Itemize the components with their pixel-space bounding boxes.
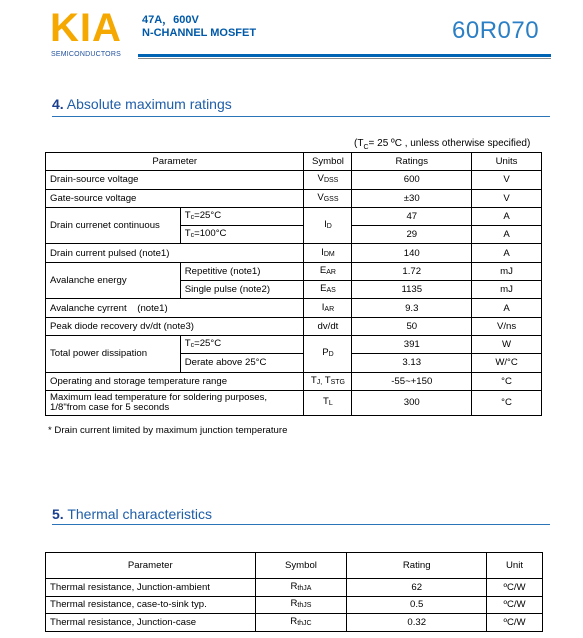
- table-row: Derate above 25°C 3.13 W/°C: [46, 354, 542, 372]
- table-row: Avalanche cyrrent (note1) $I_{AR}$ 9.3 A: [46, 299, 542, 317]
- condition-cell: $T_c=25^\circ C$: [180, 335, 304, 353]
- footnote: * Drain current limited by maximum junction temperature: [48, 425, 288, 436]
- section-title-thermal: [52, 506, 212, 522]
- table-header-row: [46, 553, 543, 579]
- absolute-ratings-table: [45, 152, 542, 416]
- header-symbol: Symbol: [255, 553, 347, 579]
- table-row: Thermal resistance, Junction-ambient $R_{thJA}$ 62 ºC/W: [46, 579, 543, 597]
- table-row: Total power dissipation $T_c=25^\circ C$ $P_D$ 391 W: [46, 335, 542, 353]
- spec-rating: 47A，600V: [142, 14, 199, 26]
- section-rule: [52, 524, 550, 525]
- section-title-text: Thermal characteristics: [63, 506, 213, 522]
- symbol-cell: $I_D$: [304, 207, 352, 244]
- table-row: $T_c=100^\circ C$ 29 A: [46, 226, 542, 244]
- condition-cell: $T_c=25^\circ C$: [180, 207, 304, 225]
- test-condition: ($T_C= 25$ ºC , unless otherwise specified): [354, 138, 531, 151]
- condition-cell: $T_c=100^\circ C$: [180, 226, 304, 244]
- section-number: 5.: [52, 506, 64, 522]
- table-row: Operating and storage temperature range $T_{J,}$ $T_{STG}$ -55~+150 °C: [46, 372, 542, 390]
- table-row: Drain current pulsed (note1) $I_{DM}$ 140 A: [46, 244, 542, 262]
- symbol-cell: $R_{thJC}$: [255, 614, 347, 632]
- section-number: 4.: [52, 96, 64, 112]
- header-units: Units: [472, 153, 542, 171]
- table-row: Peak diode recovery dv/dt (note3) dv/dt 50 V/ns: [46, 317, 542, 335]
- spec-type: N-CHANNEL MOSFET: [142, 27, 257, 39]
- company-logo: [50, 8, 130, 60]
- header-rule-thin: [138, 58, 551, 59]
- symbol-cell: $R_{thJA}$: [255, 579, 347, 597]
- symbol-cell: $T_{J,}$ $T_{STG}$: [304, 372, 352, 390]
- header-unit: Unit: [487, 553, 543, 579]
- symbol-cell: $P_D$: [304, 335, 352, 372]
- table-row: Drain currenet continuous $T_c=25^\circ C$ $I_D$ 47 A: [46, 207, 542, 225]
- header-parameter: Parameter: [46, 553, 256, 579]
- header-ratings: Ratings: [352, 153, 472, 171]
- table-row: Drain-source voltage $V_{DSS}$ 600 V: [46, 171, 542, 189]
- table-row: Thermal resistance, case-to-sink typ. $R_{thJS}$ 0.5 ºC/W: [46, 596, 543, 614]
- header-rating: Rating: [347, 553, 487, 579]
- header-symbol: Symbol: [304, 153, 352, 171]
- section-title-text: Absolute maximum ratings: [63, 96, 232, 112]
- thermal-table: [45, 552, 543, 632]
- symbol-cell: $R_{thJS}$: [255, 596, 347, 614]
- symbol-cell: $I_{DM}$: [304, 244, 352, 262]
- table-row: Avalanche energy Repetitive (note1) $E_{AR}$ 1.72 mJ: [46, 262, 542, 280]
- symbol-cell: $E_{AR}$: [304, 262, 352, 280]
- symbol-cell: $E_{AS}$: [304, 281, 352, 299]
- table-header-row: [46, 153, 542, 171]
- header-parameter: Parameter: [46, 153, 304, 171]
- section-title-absolute-ratings: [52, 96, 232, 112]
- section-rule: [52, 116, 550, 117]
- symbol-cell: $V_{DSS}$: [304, 171, 352, 189]
- header-spec: [142, 14, 256, 40]
- table-row: Single pulse (note2) $E_{AS}$ 1135 mJ: [46, 281, 542, 299]
- symbol-cell: $V_{GSS}$: [304, 189, 352, 207]
- logo-text: KIA: [50, 6, 122, 50]
- symbol-cell: $T_L$: [304, 390, 352, 415]
- part-number: 60R070: [452, 17, 540, 44]
- table-row: Maximum lead temperature for soldering purposes, 1/8"from case for 5 seconds $T_L$ 300 °C: [46, 390, 542, 415]
- table-row: Gate-source voltage $V_{GSS}$ ±30 V: [46, 189, 542, 207]
- table-row: Thermal resistance, Junction-case $R_{thJC}$ 0.32 ºC/W: [46, 614, 543, 632]
- logo-subtitle: SEMICONDUCTORS: [51, 51, 121, 58]
- header-rule: [138, 54, 551, 57]
- symbol-cell: $I_{AR}$: [304, 299, 352, 317]
